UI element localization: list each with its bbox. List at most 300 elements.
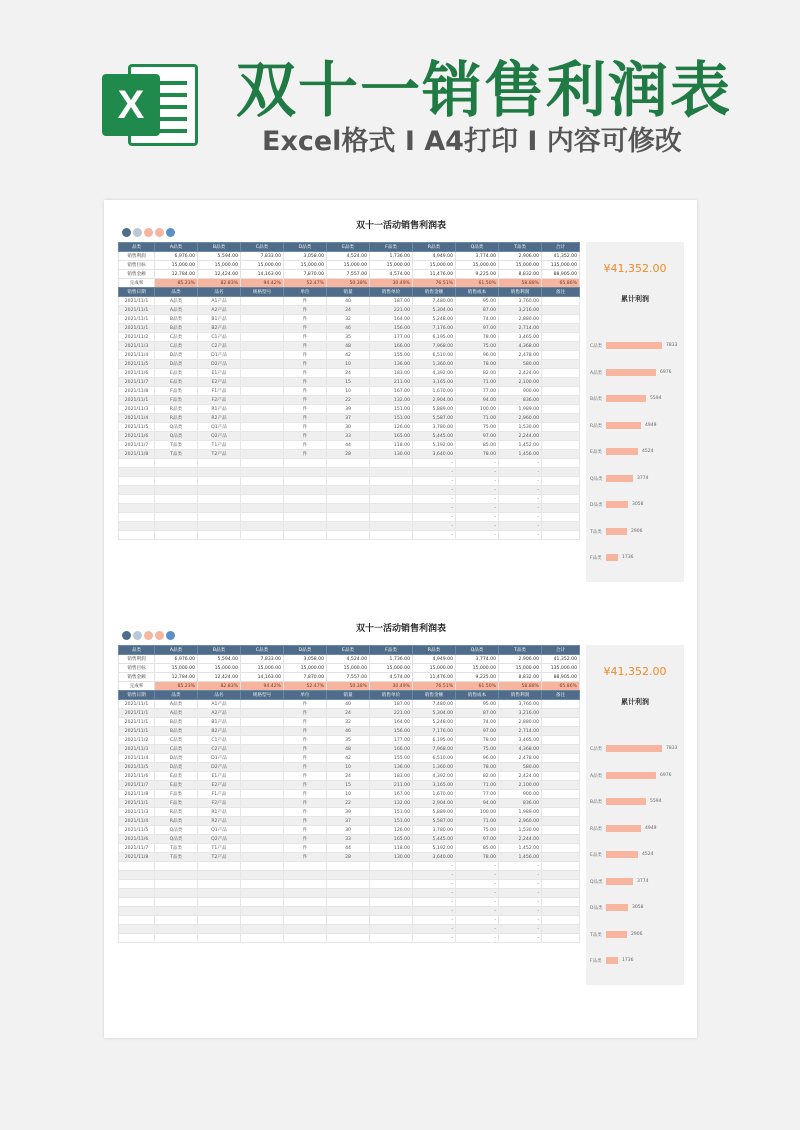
table-cell bbox=[241, 387, 284, 396]
table-cell bbox=[241, 297, 284, 306]
empty-row bbox=[119, 522, 580, 531]
table-cell: Q品类 bbox=[155, 835, 198, 844]
table-cell: 126.00 bbox=[370, 826, 413, 835]
table-cell: 1,452.00 bbox=[499, 441, 542, 450]
table-cell: D品类 bbox=[155, 763, 198, 772]
detail-header-cell: 销售日期 bbox=[119, 691, 155, 700]
table-cell: 164.00 bbox=[370, 718, 413, 727]
empty-cell bbox=[327, 531, 370, 540]
summary-cell: 61.50% bbox=[456, 279, 499, 288]
table-cell: 30 bbox=[327, 826, 370, 835]
table-cell: 2021/11/1 bbox=[119, 700, 155, 709]
empty-cell: - bbox=[456, 907, 499, 916]
table-row bbox=[119, 835, 580, 844]
bar-value-label: 7833 bbox=[666, 343, 678, 348]
table-cell bbox=[542, 414, 580, 423]
empty-cell bbox=[241, 468, 284, 477]
empty-cell: - bbox=[456, 880, 499, 889]
summary-cell: 2,906.00 bbox=[499, 655, 542, 664]
table-cell: 2,960.00 bbox=[499, 414, 542, 423]
empty-cell bbox=[542, 468, 580, 477]
bar-label: B品类 bbox=[590, 397, 603, 402]
excel-logo-letter: X bbox=[102, 74, 160, 136]
table-cell bbox=[542, 799, 580, 808]
table-cell bbox=[241, 700, 284, 709]
table-cell: C1产品 bbox=[198, 333, 241, 342]
summary-cell: 销售目标 bbox=[119, 664, 155, 673]
empty-cell bbox=[119, 934, 155, 943]
summary-header-cell: F品类 bbox=[370, 243, 413, 252]
table-cell: 95.00 bbox=[456, 297, 499, 306]
empty-cell bbox=[198, 898, 241, 907]
summary-cell: 85.23% bbox=[155, 279, 198, 288]
table-cell: T2产品 bbox=[198, 853, 241, 862]
summary-cell: 41,352.00 bbox=[542, 655, 580, 664]
empty-cell bbox=[241, 513, 284, 522]
profit-bar bbox=[606, 501, 628, 508]
table-cell bbox=[241, 835, 284, 844]
empty-cell bbox=[542, 513, 580, 522]
summary-cell: 50.38% bbox=[327, 279, 370, 288]
table-cell bbox=[241, 772, 284, 781]
summary-cell: 15,000.00 bbox=[284, 261, 327, 270]
empty-cell bbox=[284, 907, 327, 916]
empty-cell: - bbox=[499, 934, 542, 943]
table-cell: T2产品 bbox=[198, 450, 241, 459]
empty-row bbox=[119, 459, 580, 468]
table-cell: 32 bbox=[327, 315, 370, 324]
summary-cell: 15,000.00 bbox=[456, 664, 499, 673]
table-cell: 177.00 bbox=[370, 333, 413, 342]
table-cell: E2产品 bbox=[198, 781, 241, 790]
empty-cell: - bbox=[456, 486, 499, 495]
detail-header-cell: 备注 bbox=[542, 288, 580, 297]
table-cell: T品类 bbox=[155, 844, 198, 853]
empty-cell bbox=[198, 486, 241, 495]
table-cell: 2021/11/1 bbox=[119, 306, 155, 315]
empty-cell bbox=[284, 889, 327, 898]
table-cell: 156.00 bbox=[370, 727, 413, 736]
table-cell bbox=[241, 718, 284, 727]
detail-header-row bbox=[119, 288, 580, 297]
empty-cell: - bbox=[499, 504, 542, 513]
summary-header-cell: E品类 bbox=[327, 243, 370, 252]
summary-cell: 4,574.00 bbox=[370, 270, 413, 279]
summary-header-cell: R品类 bbox=[413, 243, 456, 252]
summary-cell: 15,000.00 bbox=[499, 664, 542, 673]
empty-cell bbox=[241, 925, 284, 934]
detail-header-cell: 规格型号 bbox=[241, 691, 284, 700]
empty-row bbox=[119, 495, 580, 504]
table-cell: 156.00 bbox=[370, 324, 413, 333]
summary-cell: 15,000.00 bbox=[155, 664, 198, 673]
table-cell bbox=[241, 450, 284, 459]
table-cell: R1产品 bbox=[198, 405, 241, 414]
empty-cell bbox=[155, 916, 198, 925]
summary-cell: 65.86% bbox=[542, 279, 580, 288]
empty-cell bbox=[327, 486, 370, 495]
table-cell: 2021/11/8 bbox=[119, 387, 155, 396]
table-cell bbox=[542, 378, 580, 387]
empty-cell bbox=[370, 898, 413, 907]
table-cell: 2021/11/8 bbox=[119, 450, 155, 459]
table-cell: 78.00 bbox=[456, 853, 499, 862]
summary-cell: 52.47% bbox=[284, 682, 327, 691]
empty-cell bbox=[284, 871, 327, 880]
sheet-title: 双十一活动销售利润表 bbox=[355, 221, 446, 231]
table-cell: 900.00 bbox=[499, 790, 542, 799]
empty-cell: - bbox=[413, 495, 456, 504]
table-cell: 46 bbox=[327, 324, 370, 333]
empty-cell bbox=[370, 468, 413, 477]
table-cell: F2产品 bbox=[198, 799, 241, 808]
table-cell bbox=[241, 808, 284, 817]
table-row bbox=[119, 414, 580, 423]
table-cell: 71.00 bbox=[456, 781, 499, 790]
bar-label: A品类 bbox=[590, 370, 603, 376]
empty-cell bbox=[119, 925, 155, 934]
empty-cell: - bbox=[456, 468, 499, 477]
profit-bar bbox=[606, 772, 656, 779]
empty-cell bbox=[370, 889, 413, 898]
empty-cell: - bbox=[456, 862, 499, 871]
table-cell: 5,445.00 bbox=[413, 835, 456, 844]
table-cell: 件 bbox=[284, 369, 327, 378]
table-cell: 3,165.00 bbox=[413, 781, 456, 790]
table-cell: 件 bbox=[284, 700, 327, 709]
table-cell bbox=[241, 306, 284, 315]
table-cell: 40 bbox=[327, 297, 370, 306]
excel-logo-icon bbox=[102, 60, 200, 150]
empty-cell bbox=[327, 495, 370, 504]
empty-cell: - bbox=[413, 907, 456, 916]
table-cell: 3,640.00 bbox=[413, 853, 456, 862]
table-cell: 2021/11/1 bbox=[119, 727, 155, 736]
summary-cell: 15,000.00 bbox=[241, 664, 284, 673]
bar-label: D品类 bbox=[590, 906, 603, 911]
table-cell bbox=[241, 736, 284, 745]
table-cell: 183.00 bbox=[370, 369, 413, 378]
table-cell: 7,968.00 bbox=[413, 745, 456, 754]
table-cell: 77.00 bbox=[456, 790, 499, 799]
table-cell bbox=[542, 763, 580, 772]
summary-cell: 88,905.00 bbox=[542, 673, 580, 682]
summary-cell: 4,524.00 bbox=[327, 252, 370, 261]
table-row bbox=[119, 709, 580, 718]
summary-header-cell: R品类 bbox=[413, 646, 456, 655]
table-cell: 2,244.00 bbox=[499, 432, 542, 441]
bar-value-label: 6976 bbox=[660, 369, 672, 375]
empty-cell bbox=[241, 477, 284, 486]
summary-cell: 15,000.00 bbox=[499, 261, 542, 270]
table-row bbox=[119, 817, 580, 826]
summary-cell: 销售利润 bbox=[119, 655, 155, 664]
table-cell bbox=[542, 351, 580, 360]
empty-cell bbox=[241, 459, 284, 468]
table-cell: 28 bbox=[327, 450, 370, 459]
empty-cell: - bbox=[499, 862, 542, 871]
empty-row bbox=[119, 477, 580, 486]
empty-cell: - bbox=[456, 504, 499, 513]
table-row bbox=[119, 844, 580, 853]
empty-cell bbox=[327, 916, 370, 925]
summary-cell: 15,000.00 bbox=[284, 664, 327, 673]
table-cell: 167.00 bbox=[370, 387, 413, 396]
empty-cell bbox=[370, 513, 413, 522]
table-cell: B2产品 bbox=[198, 727, 241, 736]
summary-cell: 3,058.00 bbox=[284, 252, 327, 261]
empty-cell bbox=[284, 925, 327, 934]
table-row bbox=[119, 342, 580, 351]
summary-header-cell: T品类 bbox=[499, 646, 542, 655]
detail-table bbox=[118, 287, 580, 540]
summary-cell: 完成率 bbox=[119, 279, 155, 288]
table-cell: 155.00 bbox=[370, 351, 413, 360]
profit-bar bbox=[606, 554, 618, 561]
empty-cell: - bbox=[456, 871, 499, 880]
table-cell: 166.00 bbox=[370, 745, 413, 754]
summary-header-row bbox=[119, 646, 580, 655]
summary-cell: 41,352.00 bbox=[542, 252, 580, 261]
profit-panel bbox=[586, 645, 684, 985]
summary-cell: 76.51% bbox=[413, 279, 456, 288]
table-cell: 件 bbox=[284, 351, 327, 360]
profit-bar bbox=[606, 342, 662, 349]
table-cell: 2021/11/7 bbox=[119, 441, 155, 450]
table-cell: C品类 bbox=[155, 745, 198, 754]
empty-cell: - bbox=[413, 531, 456, 540]
empty-cell: - bbox=[499, 907, 542, 916]
table-cell: 2021/11/3 bbox=[119, 808, 155, 817]
table-cell bbox=[241, 360, 284, 369]
profit-bar bbox=[606, 904, 628, 911]
table-cell: 97.00 bbox=[456, 727, 499, 736]
table-cell: 22 bbox=[327, 799, 370, 808]
page-title: 双十一销售利润表 bbox=[236, 56, 732, 126]
table-cell: 187.00 bbox=[370, 297, 413, 306]
profit-bar bbox=[606, 422, 641, 429]
profit-panel bbox=[586, 242, 684, 582]
profit-bar bbox=[606, 745, 662, 752]
table-cell: 2,244.00 bbox=[499, 835, 542, 844]
empty-cell: - bbox=[456, 916, 499, 925]
table-cell: 件 bbox=[284, 396, 327, 405]
empty-row bbox=[119, 898, 580, 907]
table-cell bbox=[241, 423, 284, 432]
table-cell: 132.00 bbox=[370, 799, 413, 808]
table-cell: D品类 bbox=[155, 351, 198, 360]
table-cell: 151.00 bbox=[370, 414, 413, 423]
empty-cell bbox=[155, 495, 198, 504]
empty-cell: - bbox=[413, 513, 456, 522]
empty-cell bbox=[327, 871, 370, 880]
table-cell: 30 bbox=[327, 423, 370, 432]
table-cell: B品类 bbox=[155, 315, 198, 324]
empty-cell bbox=[155, 907, 198, 916]
table-cell bbox=[241, 727, 284, 736]
detail-header-cell: 销售单价 bbox=[370, 691, 413, 700]
empty-cell bbox=[198, 871, 241, 880]
table-cell bbox=[241, 745, 284, 754]
summary-header-cell: D品类 bbox=[284, 243, 327, 252]
summary-cell: 14,163.00 bbox=[241, 270, 284, 279]
empty-cell bbox=[119, 889, 155, 898]
table-cell: 44 bbox=[327, 441, 370, 450]
table-cell: A1产品 bbox=[198, 297, 241, 306]
table-cell: R品类 bbox=[155, 817, 198, 826]
table-cell: 4,392.00 bbox=[413, 772, 456, 781]
summary-cell: 52.47% bbox=[284, 279, 327, 288]
empty-cell: - bbox=[499, 495, 542, 504]
table-cell: 44 bbox=[327, 844, 370, 853]
table-cell bbox=[542, 333, 580, 342]
table-cell: 96.00 bbox=[456, 754, 499, 763]
table-cell: 2021/11/6 bbox=[119, 835, 155, 844]
table-row bbox=[119, 826, 580, 835]
table-cell: 6,510.00 bbox=[413, 351, 456, 360]
table-cell: 39 bbox=[327, 405, 370, 414]
table-cell: B品类 bbox=[155, 727, 198, 736]
empty-cell bbox=[542, 522, 580, 531]
table-cell: B1产品 bbox=[198, 718, 241, 727]
empty-row bbox=[119, 531, 580, 540]
table-cell: R2产品 bbox=[198, 817, 241, 826]
table-cell: T1产品 bbox=[198, 441, 241, 450]
bar-value-label: 7833 bbox=[666, 746, 678, 751]
table-cell: D2产品 bbox=[198, 763, 241, 772]
empty-cell: - bbox=[456, 459, 499, 468]
table-row bbox=[119, 450, 580, 459]
table-cell: D1产品 bbox=[198, 351, 241, 360]
banner bbox=[0, 0, 800, 200]
table-cell: Q品类 bbox=[155, 432, 198, 441]
table-cell: 48 bbox=[327, 745, 370, 754]
empty-cell bbox=[284, 522, 327, 531]
table-cell bbox=[542, 315, 580, 324]
empty-cell bbox=[119, 459, 155, 468]
table-cell: 94.00 bbox=[456, 799, 499, 808]
empty-cell: - bbox=[456, 898, 499, 907]
table-cell: C2产品 bbox=[198, 745, 241, 754]
empty-cell bbox=[241, 907, 284, 916]
table-cell: 78.00 bbox=[456, 450, 499, 459]
table-cell: R1产品 bbox=[198, 808, 241, 817]
table-cell: 2021/11/7 bbox=[119, 844, 155, 853]
empty-cell bbox=[241, 871, 284, 880]
page-subtitle: Excel格式 I A4打印 I 内容可修改 bbox=[262, 126, 682, 157]
table-row bbox=[119, 423, 580, 432]
table-cell: E品类 bbox=[155, 369, 198, 378]
detail-header-cell: 销售单价 bbox=[370, 288, 413, 297]
bar-label: E品类 bbox=[590, 450, 602, 455]
table-cell: 1,670.00 bbox=[413, 387, 456, 396]
summary-cell: 15,000.00 bbox=[241, 261, 284, 270]
table-cell: 1,989.00 bbox=[499, 405, 542, 414]
table-cell: 15 bbox=[327, 781, 370, 790]
empty-cell bbox=[370, 486, 413, 495]
detail-header-cell: 单位 bbox=[284, 691, 327, 700]
table-cell bbox=[241, 414, 284, 423]
summary-cell: 15,000.00 bbox=[370, 664, 413, 673]
table-cell: 2021/11/8 bbox=[119, 790, 155, 799]
table-cell: 183.00 bbox=[370, 772, 413, 781]
summary-cell: 销售利润 bbox=[119, 252, 155, 261]
empty-cell bbox=[155, 504, 198, 513]
summary-cell: 82.83% bbox=[198, 279, 241, 288]
empty-cell bbox=[284, 531, 327, 540]
summary-cell: 4,949.00 bbox=[413, 655, 456, 664]
summary-cell: 30.49% bbox=[370, 682, 413, 691]
table-cell bbox=[542, 844, 580, 853]
table-cell: 件 bbox=[284, 754, 327, 763]
bar-label: F品类 bbox=[590, 959, 602, 964]
summary-row bbox=[119, 252, 580, 261]
table-cell: 836.00 bbox=[499, 396, 542, 405]
bar-label: F品类 bbox=[590, 556, 602, 561]
table-cell: 97.00 bbox=[456, 432, 499, 441]
summary-cell: 2,906.00 bbox=[499, 252, 542, 261]
table-cell: E2产品 bbox=[198, 378, 241, 387]
bar-label: R品类 bbox=[590, 826, 603, 832]
empty-row bbox=[119, 468, 580, 477]
profit-bar bbox=[606, 369, 656, 376]
table-cell: 151.00 bbox=[370, 405, 413, 414]
empty-cell bbox=[284, 513, 327, 522]
table-cell: 132.00 bbox=[370, 396, 413, 405]
empty-cell bbox=[155, 486, 198, 495]
table-cell: 48 bbox=[327, 342, 370, 351]
table-cell: 3,465.00 bbox=[499, 333, 542, 342]
summary-header-cell: T品类 bbox=[499, 243, 542, 252]
table-cell: 136.00 bbox=[370, 763, 413, 772]
table-cell: 71.00 bbox=[456, 378, 499, 387]
empty-cell bbox=[542, 504, 580, 513]
table-cell: 39 bbox=[327, 808, 370, 817]
table-cell: 2021/11/5 bbox=[119, 360, 155, 369]
empty-cell: - bbox=[413, 486, 456, 495]
chart-title: 累计利润 bbox=[621, 295, 649, 303]
table-cell: 2,424.00 bbox=[499, 369, 542, 378]
table-row bbox=[119, 333, 580, 342]
table-cell: 10 bbox=[327, 763, 370, 772]
summary-header-cell: Q品类 bbox=[456, 243, 499, 252]
table-cell: 97.00 bbox=[456, 835, 499, 844]
empty-cell bbox=[284, 477, 327, 486]
table-cell bbox=[241, 754, 284, 763]
empty-cell bbox=[327, 477, 370, 486]
table-row bbox=[119, 754, 580, 763]
table-cell bbox=[542, 450, 580, 459]
empty-cell bbox=[198, 862, 241, 871]
empty-cell bbox=[155, 871, 198, 880]
table-cell: 6,195.00 bbox=[413, 736, 456, 745]
bar-label: B品类 bbox=[590, 800, 603, 805]
table-cell: 2021/11/7 bbox=[119, 781, 155, 790]
summary-table bbox=[118, 242, 580, 288]
table-cell: E1产品 bbox=[198, 772, 241, 781]
empty-cell bbox=[327, 907, 370, 916]
summary-cell: 7,870.00 bbox=[284, 270, 327, 279]
table-cell: 件 bbox=[284, 835, 327, 844]
bar-label: C品类 bbox=[590, 747, 603, 752]
table-cell: 28 bbox=[327, 853, 370, 862]
total-profit-value: ¥41,352.00 bbox=[603, 262, 667, 275]
empty-cell bbox=[119, 468, 155, 477]
profit-bar bbox=[606, 878, 633, 885]
summary-header-cell: F品类 bbox=[370, 646, 413, 655]
table-cell: 42 bbox=[327, 754, 370, 763]
summary-cell: 4,574.00 bbox=[370, 673, 413, 682]
